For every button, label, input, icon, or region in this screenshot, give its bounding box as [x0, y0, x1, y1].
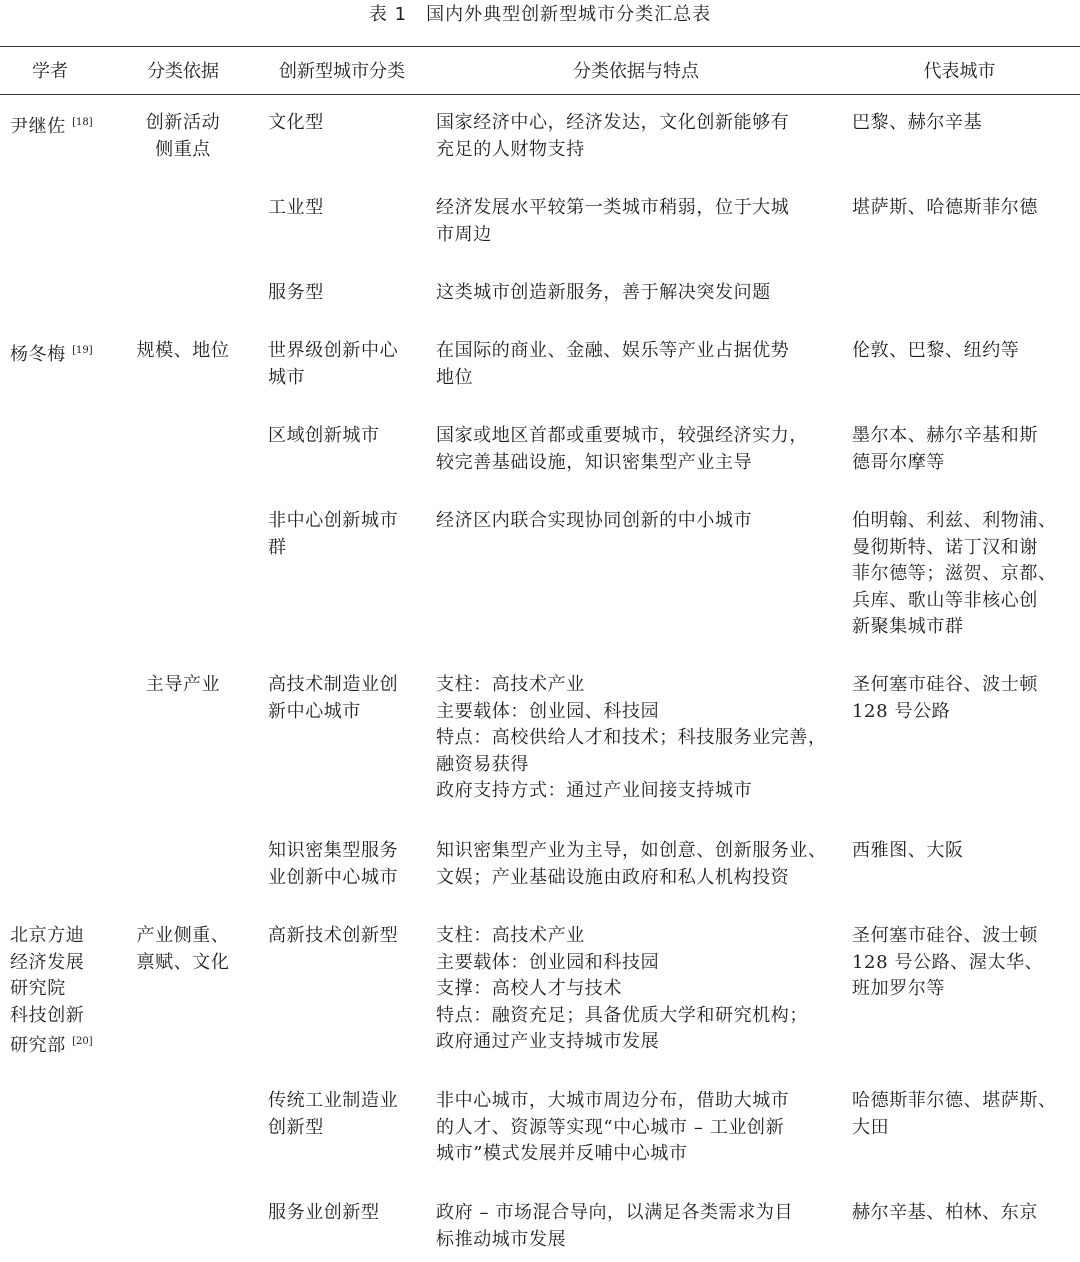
- features-cell-line: 特点：高校供给人才和技术；科技服务业完善，: [436, 727, 827, 748]
- type-cell-line: 城市: [268, 366, 306, 388]
- features-cell-line: 标推动城市发展: [436, 1228, 567, 1250]
- features-cell-line: 政府 – 市场混合导向，以满足各类需求为目: [436, 1202, 794, 1223]
- features-cell-line: 地位: [436, 366, 474, 388]
- features-cell-line: 融资易获得: [436, 753, 529, 775]
- cities-cell-line: 哈德斯菲尔德、堪萨斯、: [852, 1090, 1057, 1111]
- type-cell-line: 高新技术创新型: [268, 925, 399, 946]
- basis-cell: [118, 110, 248, 163]
- type-cell-line: 文化型: [268, 112, 324, 133]
- cities-cell: [852, 338, 1074, 365]
- cities-cell-line: 赫尔辛基、柏林、东京: [852, 1202, 1038, 1223]
- basis-cell-line: 产业侧重、: [136, 925, 230, 946]
- features-cell-line: 较完善基础设施，知识密集型产业主导: [436, 451, 753, 473]
- type-cell: [268, 110, 418, 137]
- features-cell-line: 非中心城市，大城市周边分布，借助大城市: [436, 1090, 790, 1111]
- header-scholar: 学者: [32, 61, 68, 82]
- features-cell-line: 国家或地区首都或重要城市，较强经济实力，: [436, 425, 808, 446]
- cities-cell: [852, 923, 1074, 1003]
- cities-cell-line: 堪萨斯、哈德斯菲尔德: [852, 197, 1038, 218]
- features-cell: [436, 508, 836, 535]
- scholar-cell-line: 杨冬梅 [19]: [10, 344, 93, 365]
- features-cell: [436, 1200, 836, 1253]
- scholar-cell-line: 科技创新: [10, 1004, 85, 1026]
- cities-cell-line: 128 号公路、渥太华、: [852, 951, 1044, 973]
- type-cell: [268, 923, 418, 950]
- scholar-cell-line: 研究院: [10, 978, 66, 999]
- reference-mark: [19]: [72, 345, 93, 356]
- scholar-cell: [10, 110, 110, 141]
- reference-mark: [20]: [72, 1036, 93, 1047]
- features-cell-line: 特点：融资充足；具备优质大学和研究机构；: [436, 1004, 808, 1026]
- features-cell: [436, 838, 836, 891]
- cities-cell-line: 巴黎、赫尔辛基: [852, 112, 983, 133]
- cities-cell-line: 圣何塞市硅谷、波士顿: [852, 674, 1038, 695]
- features-cell-line: 城市”模式发展并反哺中心城市: [436, 1143, 688, 1164]
- cities-cell-line: 新聚集城市群: [852, 616, 964, 637]
- features-cell: [436, 195, 836, 248]
- type-cell: [268, 1200, 418, 1227]
- cities-cell: [852, 110, 1074, 137]
- type-cell: [268, 1088, 418, 1141]
- features-cell: [436, 338, 836, 391]
- cities-cell: [852, 672, 1074, 725]
- basis-cell-line: 禀赋、文化: [136, 951, 230, 973]
- cities-cell-line: 伦敦、巴黎、纽约等: [852, 340, 1020, 361]
- features-cell: [436, 110, 836, 163]
- basis-cell: [118, 923, 248, 976]
- header-cities: 代表城市: [923, 61, 996, 82]
- cities-cell-line: 大田: [852, 1116, 890, 1138]
- type-cell-line: 服务型: [268, 282, 324, 303]
- type-cell: [268, 338, 418, 391]
- type-cell-line: 知识密集型服务: [268, 840, 399, 861]
- type-cell-line: 创新型: [268, 1116, 324, 1138]
- type-cell: [268, 280, 418, 307]
- features-cell-line: 支撑：高校人才与技术: [436, 978, 622, 999]
- features-cell-line: 的人才、资源等实现“中心城市 – 工业创新: [436, 1116, 785, 1138]
- type-cell-line: 服务业创新型: [268, 1202, 380, 1223]
- type-cell-line: 非中心创新城市: [268, 510, 399, 531]
- features-cell-line: 知识密集型产业为主导，如创意、创新服务业、: [436, 840, 827, 861]
- cities-cell-line: 圣何塞市硅谷、波士顿: [852, 925, 1038, 946]
- cities-cell: [852, 195, 1074, 222]
- basis-cell-line: 规模、地位: [136, 340, 230, 361]
- header-rule: [0, 94, 1080, 95]
- basis-cell: [118, 672, 248, 699]
- features-cell-line: 经济区内联合实现协同创新的中小城市: [436, 510, 753, 531]
- features-cell: [436, 672, 836, 805]
- features-cell-line: 主要载体：创业园、科技园: [436, 700, 660, 722]
- cities-cell-line: 伯明翰、利兹、利物浦、: [852, 510, 1057, 531]
- features-cell: [436, 923, 836, 1056]
- type-cell: [268, 195, 418, 222]
- type-cell: [268, 838, 418, 891]
- features-cell-line: 政府支持方式：通过产业间接支持城市: [436, 780, 753, 801]
- features-cell-line: 支柱：高技术产业: [436, 674, 585, 695]
- type-cell: [268, 423, 418, 450]
- scholar-cell-line: 经济发展: [10, 951, 85, 973]
- features-cell-line: 在国际的商业、金融、娱乐等产业占据优势: [436, 340, 790, 361]
- features-cell-line: 市周边: [436, 223, 492, 245]
- cities-cell: [852, 1088, 1074, 1141]
- features-cell-line: 支柱：高技术产业: [436, 925, 585, 946]
- features-cell: [436, 1088, 836, 1168]
- cities-cell-line: 菲尔德等；滋贺、京都、: [852, 563, 1057, 584]
- type-cell-line: 业创新中心城市: [268, 866, 399, 888]
- scholar-cell: [10, 338, 110, 369]
- header-features: 分类依据与特点: [573, 61, 699, 82]
- type-cell-line: 新中心城市: [268, 700, 361, 722]
- type-cell-line: 工业型: [268, 197, 324, 218]
- features-cell-line: 政府通过产业支持城市发展: [436, 1031, 660, 1052]
- type-cell-line: 传统工业制造业: [268, 1090, 399, 1111]
- table-caption: 表 1 国内外典型创新型城市分类汇总表: [368, 4, 712, 25]
- scholar-cell-line: 北京方迪: [10, 925, 85, 946]
- cities-cell-line: 德哥尔摩等: [852, 451, 945, 473]
- features-cell-line: 充足的人财物支持: [436, 138, 585, 160]
- cities-cell-line: 西雅图、大阪: [852, 840, 964, 861]
- features-cell: [436, 280, 836, 307]
- cities-cell-line: 曼彻斯特、诺丁汉和谢: [852, 536, 1038, 558]
- basis-cell: [118, 338, 248, 365]
- type-cell-line: 世界级创新中心: [268, 340, 399, 361]
- features-cell-line: 主要载体：创业园和科技园: [436, 951, 660, 973]
- reference-mark: [18]: [72, 117, 93, 128]
- features-cell-line: 经济发展水平较第一类城市稍弱，位于大城: [436, 197, 790, 218]
- basis-cell-line: 侧重点: [155, 138, 211, 160]
- type-cell-line: 高技术制造业创: [268, 674, 399, 695]
- scholar-cell-line: 尹继佐 [18]: [10, 116, 93, 137]
- scholar-cell-line: 研究部 [20]: [10, 1035, 93, 1056]
- basis-cell-line: 创新活动: [145, 112, 221, 133]
- features-cell-line: 文娱；产业基础设施由政府和私人机构投资: [436, 866, 790, 888]
- cities-cell-line: 兵库、歌山等非核心创: [852, 589, 1038, 611]
- cities-cell-line: 班加罗尔等: [852, 978, 945, 999]
- features-cell-line: 这类城市创造新服务，善于解决突发问题: [436, 282, 771, 303]
- type-cell-line: 群: [268, 536, 287, 558]
- header-basis: 分类依据: [147, 61, 219, 82]
- scholar-cell: [10, 923, 110, 1060]
- features-cell: [436, 423, 836, 476]
- basis-cell-line: 主导产业: [145, 674, 221, 695]
- table-top-rule: [0, 46, 1080, 47]
- cities-cell-line: 128 号公路: [852, 700, 951, 722]
- cities-cell: [852, 838, 1074, 865]
- type-cell: [268, 672, 418, 725]
- header-type: 创新型城市分类: [279, 61, 405, 82]
- cities-cell: [852, 508, 1074, 641]
- cities-cell-line: 墨尔本、赫尔辛基和斯: [852, 425, 1038, 446]
- features-cell-line: 国家经济中心，经济发达，文化创新能够有: [436, 112, 790, 133]
- cities-cell: [852, 423, 1074, 476]
- type-cell: [268, 508, 418, 561]
- cities-cell: [852, 1200, 1074, 1227]
- type-cell-line: 区域创新城市: [268, 425, 380, 446]
